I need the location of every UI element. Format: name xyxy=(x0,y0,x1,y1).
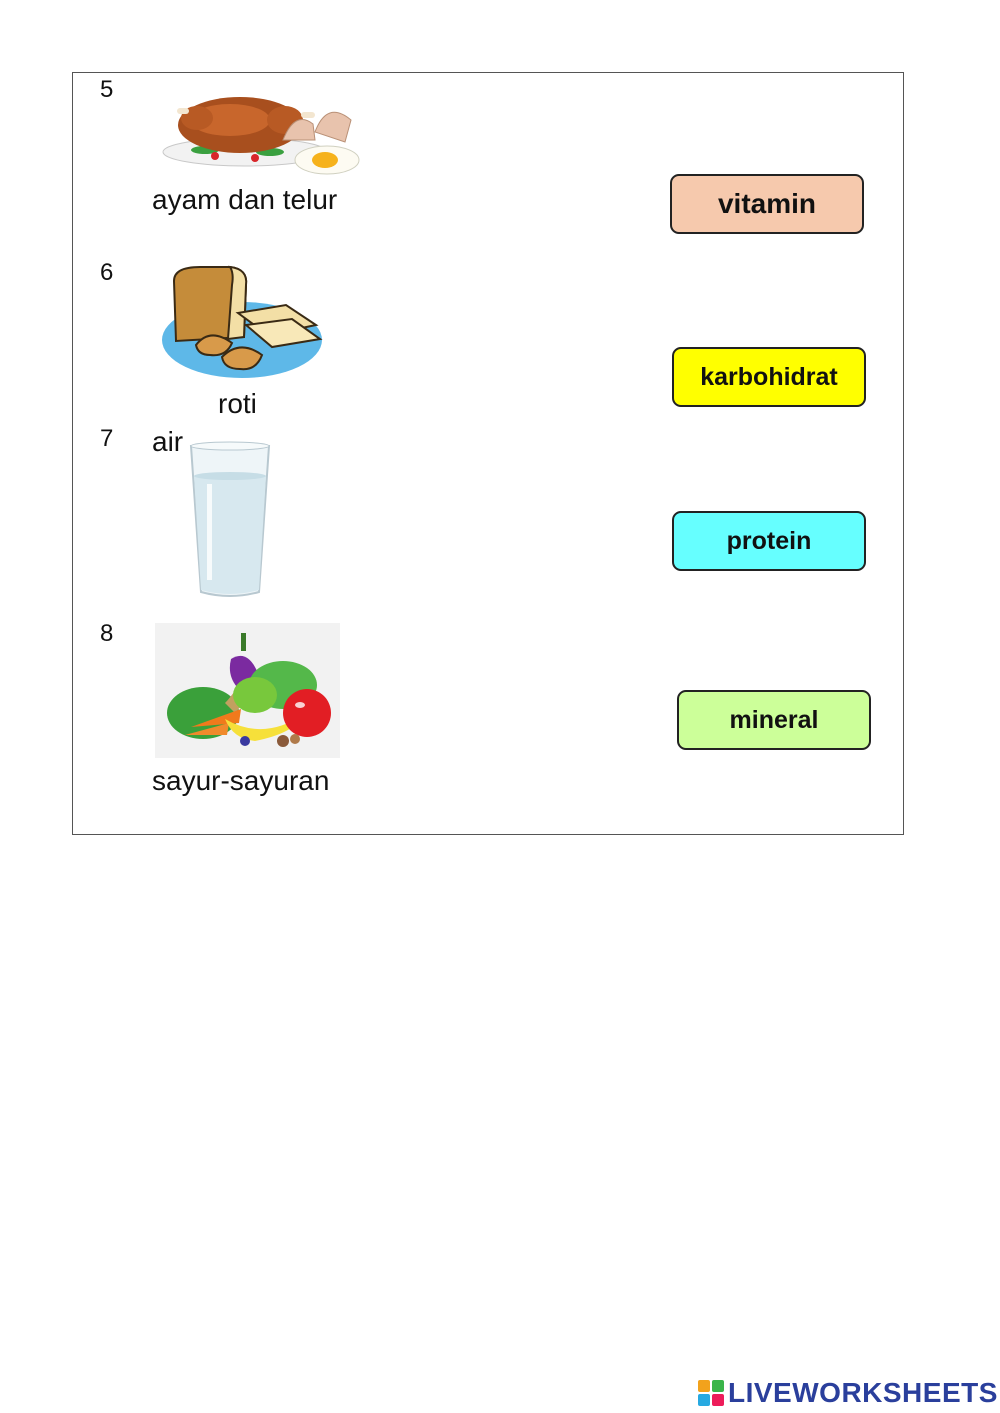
liveworksheets-logo xyxy=(698,1378,998,1408)
bread-image xyxy=(160,265,325,383)
item-label-roti: roti xyxy=(218,388,257,419)
answer-label: karbohidrat xyxy=(700,362,838,391)
vegetables-image xyxy=(155,623,340,758)
brand-name: LIVEWORKSHEETS xyxy=(728,1377,998,1408)
answer-protein-box[interactable] xyxy=(672,511,866,571)
answer-vitamin-box[interactable] xyxy=(670,174,864,234)
glass-of-water-image xyxy=(185,440,275,602)
roast-chicken-and-eggs-image xyxy=(155,80,365,190)
answer-label: protein xyxy=(726,526,812,555)
answer-karbohidrat-box[interactable] xyxy=(672,347,866,407)
item-number: 6 xyxy=(100,259,114,286)
liveworksheets-logo-icon xyxy=(698,1380,724,1406)
item-number: 8 xyxy=(100,620,114,647)
answer-mineral-box[interactable] xyxy=(677,690,871,750)
item-number: 7 xyxy=(100,425,114,452)
item-label-air: air xyxy=(152,426,184,457)
item-number: 5 xyxy=(100,76,114,103)
answer-label: vitamin xyxy=(717,188,817,219)
item-label-sayur-sayuran: sayur-sayuran xyxy=(152,765,330,796)
item-label-ayam-dan-telur: ayam dan telur xyxy=(152,184,338,215)
answer-label: mineral xyxy=(729,705,819,734)
